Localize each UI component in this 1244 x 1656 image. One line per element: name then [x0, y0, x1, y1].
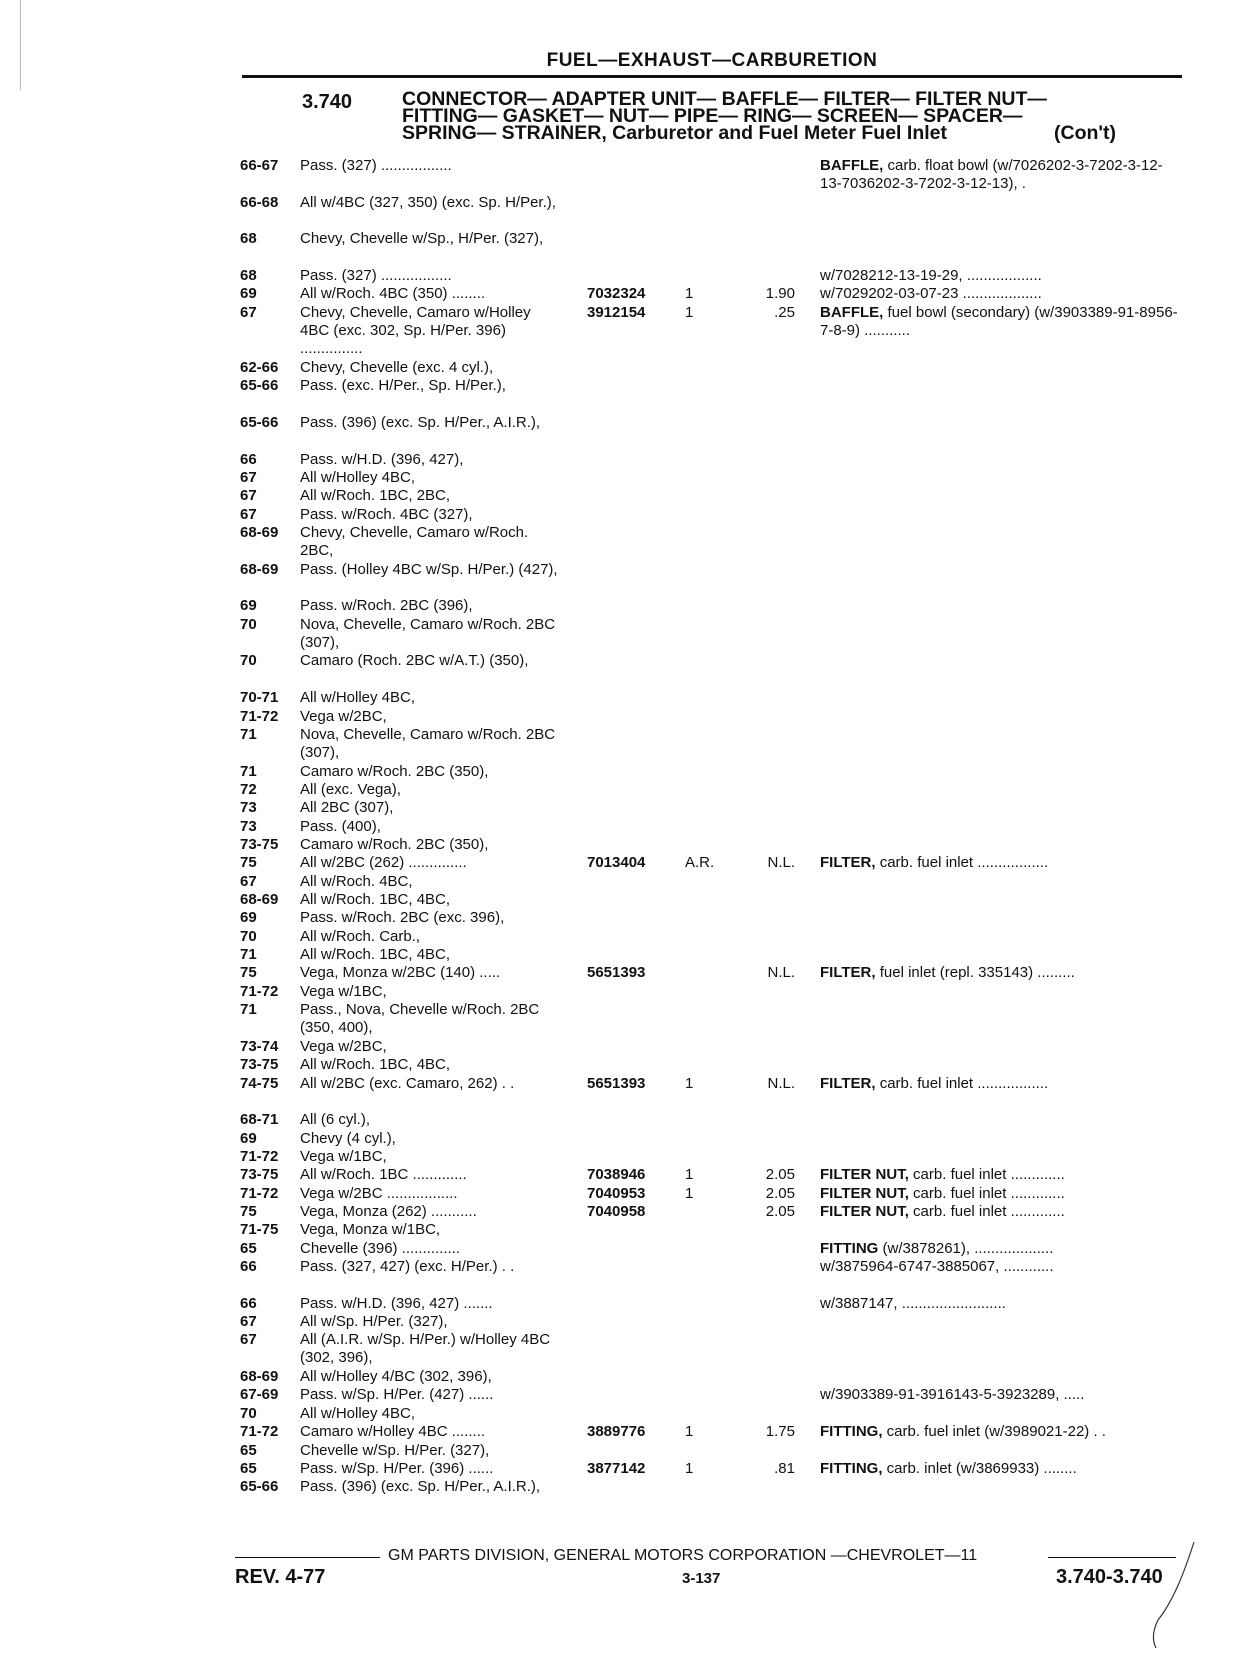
application-cell: Chevy, Chevelle, Camaro w/Holley 4BC (exc. 302, Sp. H/Per. 396) ............... — [300, 303, 531, 357]
year-cell: 71-72 — [240, 1147, 279, 1165]
application-cell: All w/Holley 4/BC (302, 396), — [300, 1368, 492, 1386]
application-cell: All w/Roch. 1BC, 4BC, — [300, 891, 451, 908]
price-cell: .25 — [774, 303, 795, 321]
application-cell: All w/Roch. 1BC, 4BC, — [300, 1056, 451, 1074]
description-text: w/3903389-91-3916143-5-3923289, ..... — [820, 1386, 1085, 1404]
year-cell: 67 — [240, 872, 257, 890]
description-text: fuel bowl (secondary) (w/3903389-91-8956-7-8-9) ........... — [820, 303, 1178, 339]
year-cell: 74-75 — [240, 1074, 279, 1092]
application-cell: All w/Sp. H/Per. (327), — [300, 1313, 448, 1331]
price-cell: N.L. — [767, 854, 795, 872]
description-text: carb. fuel inlet ................. — [875, 1074, 1049, 1092]
application-cell: Pass. (396) (exc. Sp. H/Per., A.I.R.), — [300, 1478, 541, 1496]
year-cell: 66-68 — [240, 193, 279, 211]
year-cell: 70 — [240, 927, 257, 945]
description-cell — [820, 1203, 1182, 1221]
quantity-cell: A.R. — [685, 854, 715, 872]
year-cell: 73-75 — [240, 1166, 279, 1184]
application-cell: Pass. (327) ................. — [300, 267, 452, 285]
description-text: w/3875964-6747-3885067, ............ — [820, 1258, 1054, 1275]
description-text: fuel inlet (repl. 335143) ......... — [875, 964, 1075, 982]
year-cell: 67 — [240, 1313, 257, 1331]
year-cell: 72 — [240, 780, 257, 798]
application-cell: Nova, Chevelle, Camaro w/Roch. 2BC (307), — [300, 615, 556, 651]
year-cell: 67 — [240, 303, 257, 321]
part-number-cell: 7040958 — [587, 1202, 646, 1220]
year-cell: 68-69 — [240, 560, 279, 578]
section-title-line-2: FITTING— GASKET— NUT— PIPE— RING— SCREEN— SPACER— — [402, 105, 1023, 127]
year-cell: 68-69 — [240, 524, 279, 541]
year-cell: 70 — [240, 652, 257, 670]
year-cell: 71-72 — [240, 982, 279, 1000]
application-cell: Vega, Monza w/1BC, — [300, 1221, 441, 1239]
application-cell: Nova, Chevelle, Camaro w/Roch. 2BC (307), — [300, 725, 556, 761]
year-cell: 75 — [240, 854, 257, 872]
application-cell: Chevelle w/Sp. H/Per. (327), — [300, 1441, 490, 1459]
price-cell: N.L. — [767, 964, 795, 982]
year-cell: 68-69 — [240, 891, 279, 908]
section-number: 3.740 — [302, 91, 353, 113]
year-cell: 62-66 — [240, 358, 279, 376]
year-cell: 71 — [240, 762, 257, 780]
price-cell: 1.90 — [765, 285, 795, 303]
year-cell: 67 — [240, 505, 257, 523]
year-cell: 69 — [240, 597, 257, 615]
application-cell: Vega, Monza w/2BC (140) ..... — [300, 964, 501, 982]
year-cell: 70 — [240, 1404, 257, 1422]
year-cell: 71-75 — [240, 1221, 279, 1239]
description-text: w/7029202-03-07-23 ................... — [820, 285, 1042, 303]
year-cell: 67-69 — [240, 1386, 279, 1404]
year-cell: 69 — [240, 285, 257, 303]
pen-stroke-mark — [1150, 1540, 1200, 1650]
description-cell — [820, 304, 1182, 340]
description-text: w/7028212-13-19-29, .................. — [820, 267, 1042, 285]
description-title: FILTER NUT, — [820, 1202, 909, 1220]
footer-organization: GM PARTS DIVISION, GENERAL MOTORS CORPORATION —CHEVROLET—11 — [388, 1547, 978, 1564]
page-number: 3-137 — [682, 1570, 721, 1587]
year-cell: 75 — [240, 964, 257, 982]
application-cell: Pass. w/Roch. 4BC (327), — [300, 505, 473, 523]
year-cell: 69 — [240, 909, 257, 927]
description-title: FITTING — [820, 1239, 879, 1257]
part-number-cell: 3889776 — [587, 1423, 646, 1441]
application-cell: All w/Holley 4BC, — [300, 689, 416, 707]
year-cell: 65 — [240, 1239, 257, 1257]
year-cell: 67 — [240, 1331, 257, 1349]
part-number-cell: 5651393 — [587, 1074, 646, 1092]
application-cell: Pass. w/H.D. (396, 427), — [300, 450, 464, 468]
header-rule — [242, 75, 1182, 78]
application-cell: Pass. (327, 427) (exc. H/Per.) . . — [300, 1258, 515, 1275]
part-number-cell: 5651393 — [587, 964, 646, 982]
price-cell: 2.05 — [765, 1202, 795, 1220]
application-cell: Pass. (396) (exc. Sp. H/Per., A.I.R.), — [300, 413, 541, 431]
description-cell — [820, 157, 1182, 193]
quantity-cell: 1 — [685, 1459, 694, 1477]
application-cell: Pass. w/Roch. 2BC (exc. 396), — [300, 909, 505, 927]
description-text: carb. fuel inlet (w/3989021-22) . . — [882, 1423, 1106, 1441]
year-cell: 69 — [240, 1129, 257, 1147]
application-cell: All w/Roch. 4BC, — [300, 872, 413, 890]
year-cell: 66 — [240, 1258, 257, 1275]
quantity-cell: 1 — [685, 1423, 694, 1441]
application-cell: All w/2BC (exc. Camaro, 262) . . — [300, 1074, 515, 1092]
application-cell: Chevy (4 cyl.), — [300, 1129, 396, 1147]
application-cell: All w/Roch. 4BC (350) ........ — [300, 285, 486, 303]
year-cell: 71 — [240, 725, 257, 743]
price-cell: N.L. — [767, 1074, 795, 1092]
description-cell — [820, 1295, 1182, 1313]
year-cell: 73-75 — [240, 835, 279, 853]
application-cell: Pass. (327) ................. — [300, 157, 452, 174]
application-cell: Camaro w/Roch. 2BC (350), — [300, 762, 489, 780]
application-cell: Pass. w/H.D. (396, 427) ....... — [300, 1294, 493, 1312]
description-text: carb. fuel inlet ............. — [908, 1202, 1065, 1220]
part-number-cell: 7038946 — [587, 1166, 646, 1184]
page-header: FUEL—EXHAUST—CARBURETION — [546, 50, 878, 71]
price-cell: 1.75 — [765, 1423, 795, 1441]
description-title: BAFFLE, — [820, 157, 884, 174]
application-cell: All w/Holley 4BC, — [300, 468, 416, 486]
application-cell: Pass. (400), — [300, 817, 381, 835]
year-cell: 65 — [240, 1441, 257, 1459]
application-cell: Chevy, Chevelle, Camaro w/Roch. 2BC, — [300, 524, 529, 559]
part-number-cell: 3912154 — [587, 303, 646, 321]
application-cell: All (6 cyl.), — [300, 1111, 371, 1129]
continued-label: (Con't) — [1054, 122, 1117, 144]
application-cell: Pass., Nova, Chevelle w/Roch. 2BC (350, 400), — [300, 1001, 540, 1037]
price-cell: .81 — [774, 1459, 795, 1477]
quantity-cell: 1 — [685, 1184, 694, 1202]
year-cell: 70 — [240, 615, 257, 633]
application-cell: Vega w/2BC, — [300, 707, 387, 725]
description-title: FILTER, — [820, 964, 876, 982]
year-cell: 70-71 — [240, 689, 279, 707]
description-cell — [820, 1258, 1182, 1276]
price-cell: 2.05 — [765, 1184, 795, 1202]
quantity-cell: 1 — [685, 1166, 694, 1184]
year-cell: 67 — [240, 468, 257, 486]
application-cell: Chevy, Chevelle (exc. 4 cyl.), — [300, 358, 494, 376]
application-cell: All 2BC (307), — [300, 799, 394, 817]
quantity-cell: 1 — [685, 1074, 694, 1092]
application-cell: Pass. w/Sp. H/Per. (396) ...... — [300, 1459, 494, 1477]
description-cell — [820, 1423, 1182, 1441]
description-cell — [820, 1166, 1182, 1184]
application-cell: Vega w/1BC, — [300, 1147, 387, 1165]
year-cell: 71-72 — [240, 1184, 279, 1202]
year-cell: 68-71 — [240, 1111, 279, 1129]
year-cell: 68 — [240, 230, 257, 248]
application-cell: All w/Roch. 1BC, 4BC, — [300, 946, 451, 964]
year-cell: 71-72 — [240, 1423, 279, 1441]
application-cell: Vega w/1BC, — [300, 982, 387, 1000]
year-cell: 66 — [240, 450, 257, 468]
description-text: w/3887147, ......................... — [820, 1294, 1006, 1312]
section-title-line-3: SPRING— STRAINER, Carburetor and Fuel Meter Fuel Inlet — [402, 122, 947, 144]
footer-rule-left — [235, 1557, 380, 1558]
application-cell: Camaro w/Holley 4BC ........ — [300, 1423, 486, 1441]
description-cell — [820, 1185, 1182, 1203]
description-text: carb. fuel inlet ................. — [875, 854, 1049, 872]
year-cell: 66-67 — [240, 157, 279, 174]
application-cell: All w/2BC (262) .............. — [300, 854, 467, 872]
description-cell — [820, 285, 1182, 303]
application-cell: Vega w/2BC ................. — [300, 1184, 458, 1202]
quantity-cell: 1 — [685, 303, 694, 321]
year-cell: 75 — [240, 1202, 257, 1220]
year-cell: 73 — [240, 799, 257, 817]
application-cell: Pass. w/Sp. H/Per. (427) ...... — [300, 1386, 494, 1404]
year-cell: 65-66 — [240, 413, 279, 431]
description-cell — [820, 267, 1182, 285]
description-text: carb. float bowl (w/7026202-3-7202-3-12-13-7036202-3-7202-3-12-13), . — [820, 157, 1163, 192]
section-title-line-1: CONNECTOR— ADAPTER UNIT— BAFFLE— FILTER— FILTER NUT— — [402, 88, 1047, 110]
year-cell: 67 — [240, 487, 257, 505]
description-text: carb. fuel inlet ............. — [908, 1184, 1065, 1202]
application-cell: All w/Roch. 1BC, 2BC, — [300, 487, 451, 505]
description-cell — [820, 1460, 1182, 1478]
year-cell: 73-74 — [240, 1037, 279, 1055]
description-title: FILTER NUT, — [820, 1166, 909, 1184]
application-cell: All (A.I.R. w/Sp. H/Per.) w/Holley 4BC (302, 396), — [300, 1331, 551, 1367]
description-title: FILTER, — [820, 1074, 876, 1092]
application-cell: All (exc. Vega), — [300, 780, 401, 798]
description-cell — [820, 1075, 1182, 1093]
year-cell: 68 — [240, 267, 257, 285]
price-cell: 2.05 — [765, 1166, 795, 1184]
description-cell — [820, 1386, 1182, 1404]
application-cell: Chevy, Chevelle w/Sp., H/Per. (327), — [300, 230, 544, 248]
year-cell: 68-69 — [240, 1368, 279, 1386]
description-title: FILTER, — [820, 854, 876, 872]
year-cell: 73 — [240, 817, 257, 835]
application-cell: Vega w/2BC, — [300, 1037, 387, 1055]
application-cell: Vega, Monza (262) ........... — [300, 1202, 477, 1220]
section-range: 3.740-3.740 — [1056, 1566, 1163, 1588]
year-cell: 71-72 — [240, 707, 279, 725]
part-number-cell: 3877142 — [587, 1459, 646, 1477]
year-cell: 71 — [240, 1001, 257, 1019]
year-cell: 65-66 — [240, 1478, 279, 1496]
part-number-cell: 7013404 — [587, 854, 646, 872]
description-cell — [820, 854, 1182, 872]
description-title: FILTER NUT, — [820, 1184, 909, 1202]
margin-line — [20, 0, 21, 90]
part-number-cell: 7040953 — [587, 1184, 646, 1202]
application-cell: All w/4BC (327, 350) (exc. Sp. H/Per.), — [300, 193, 556, 211]
application-cell: Camaro (Roch. 2BC w/A.T.) (350), — [300, 652, 529, 670]
application-cell: Pass. (Holley 4BC w/Sp. H/Per.) (427), — [300, 560, 558, 578]
revision-label: REV. 4-77 — [235, 1566, 326, 1588]
application-cell: Pass. (exc. H/Per., Sp. H/Per.), — [300, 377, 506, 395]
application-cell: All w/Holley 4BC, — [300, 1404, 416, 1422]
description-cell — [820, 1240, 1182, 1258]
description-text: carb. inlet (w/3869933) ........ — [882, 1459, 1077, 1477]
quantity-cell: 1 — [685, 285, 694, 303]
application-cell: All w/Roch. Carb., — [300, 927, 421, 945]
year-cell: 66 — [240, 1294, 257, 1312]
year-cell: 65-66 — [240, 377, 279, 395]
description-text: (w/3878261), ................... — [878, 1239, 1054, 1257]
application-cell: All w/Roch. 1BC ............. — [300, 1166, 467, 1184]
description-cell — [820, 964, 1182, 982]
section-title — [402, 88, 1182, 144]
description-title: FITTING, — [820, 1459, 883, 1477]
description-title: FITTING, — [820, 1423, 883, 1441]
part-number-cell: 7032324 — [587, 285, 646, 303]
year-cell: 73-75 — [240, 1056, 279, 1074]
year-cell: 71 — [240, 946, 257, 964]
application-cell: Chevelle (396) .............. — [300, 1239, 461, 1257]
year-cell: 65 — [240, 1459, 257, 1477]
application-cell: Pass. w/Roch. 2BC (396), — [300, 597, 473, 615]
description-text: carb. fuel inlet ............. — [908, 1166, 1065, 1184]
description-title: BAFFLE, — [820, 303, 884, 321]
application-cell: Camaro w/Roch. 2BC (350), — [300, 835, 489, 853]
